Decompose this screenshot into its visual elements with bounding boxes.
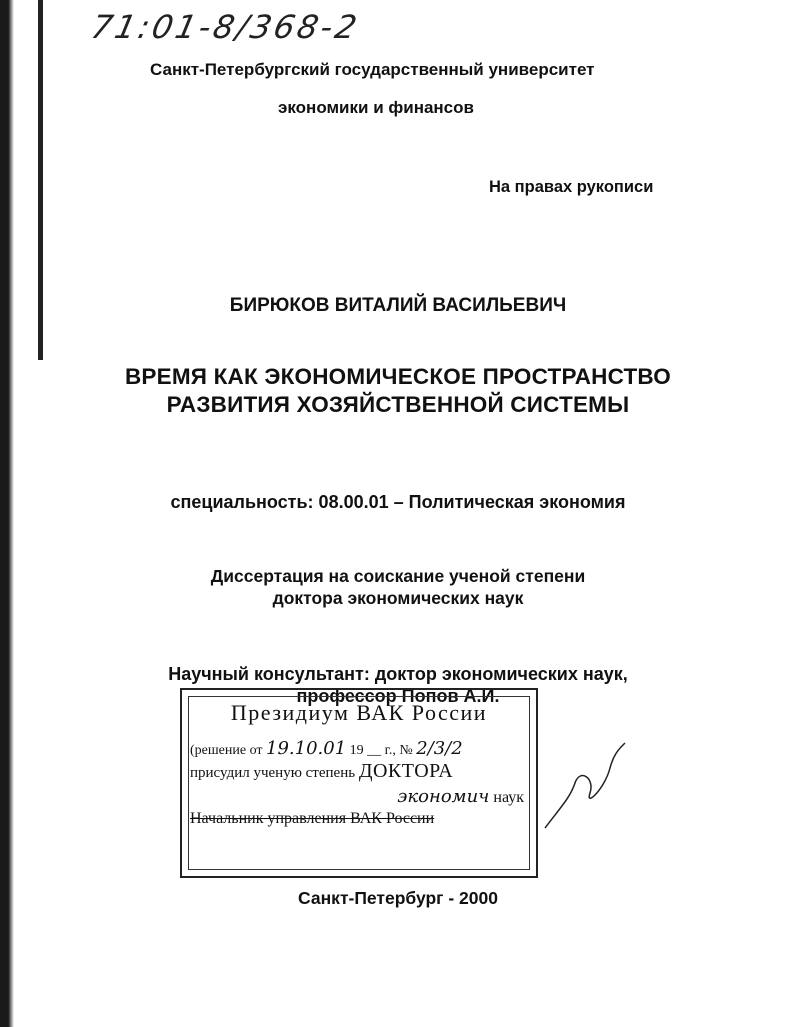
- dissertation-line1: Диссертация на соискание ученой степени: [210, 566, 586, 586]
- stamp-degree: ДОКТОРА: [358, 760, 454, 782]
- stamp-title: Президиум ВАК России: [230, 700, 488, 725]
- manuscript-rights-notice: На правах рукописи: [489, 178, 654, 196]
- stamp-awarded-line: [190, 760, 453, 783]
- university-name-line2: экономики и финансов: [278, 98, 474, 117]
- stamp-field-line: [397, 786, 524, 807]
- stamp-chief-line: [190, 810, 434, 828]
- specialty: специальность: 08.00.01 – Политическая экономия: [170, 492, 626, 512]
- thesis-title-line1: ВРЕМЯ КАК ЭКОНОМИЧЕСКОЕ ПРОСТРАНСТВО: [124, 364, 672, 389]
- consultant-name: профессор Попов А.И.: [296, 686, 500, 706]
- signature-icon: [540, 738, 630, 838]
- handwritten-catalog-number: 71:01-8/368-2: [87, 8, 363, 46]
- stamp-decision-year: 19 __ г., №: [349, 743, 413, 758]
- consultant-line1: Научный консультант: доктор экономических наук,: [168, 664, 628, 684]
- vak-stamp: [180, 688, 538, 878]
- thesis-title-line2: РАЗВИТИЯ ХОЗЯЙСТВЕННОЙ СИСТЕМЫ: [166, 392, 630, 417]
- stamp-decision-number: 2/3/2: [416, 738, 463, 759]
- scan-edge-shadow: [0, 0, 14, 1027]
- stamp-sciences: наук: [493, 789, 524, 806]
- stamp-decision-prefix: (решение от: [190, 743, 263, 758]
- stamp-awarded-prefix: присудил ученую степень: [190, 765, 356, 781]
- author-name: БИРЮКОВ ВИТАЛИЙ ВАСИЛЬЕВИЧ: [229, 295, 567, 316]
- university-name-line1: Санкт-Петербургский государственный университет: [150, 60, 595, 79]
- stamp-chief: Начальник управления ВАК России: [190, 810, 435, 827]
- stamp-field: экономич: [397, 786, 490, 807]
- city-year: Санкт-Петербург - 2000: [298, 888, 498, 908]
- stamp-decision-date: 19.10.01: [266, 738, 347, 759]
- dissertation-line2: доктора экономических наук: [272, 588, 524, 608]
- stamp-decision-line: [190, 738, 463, 759]
